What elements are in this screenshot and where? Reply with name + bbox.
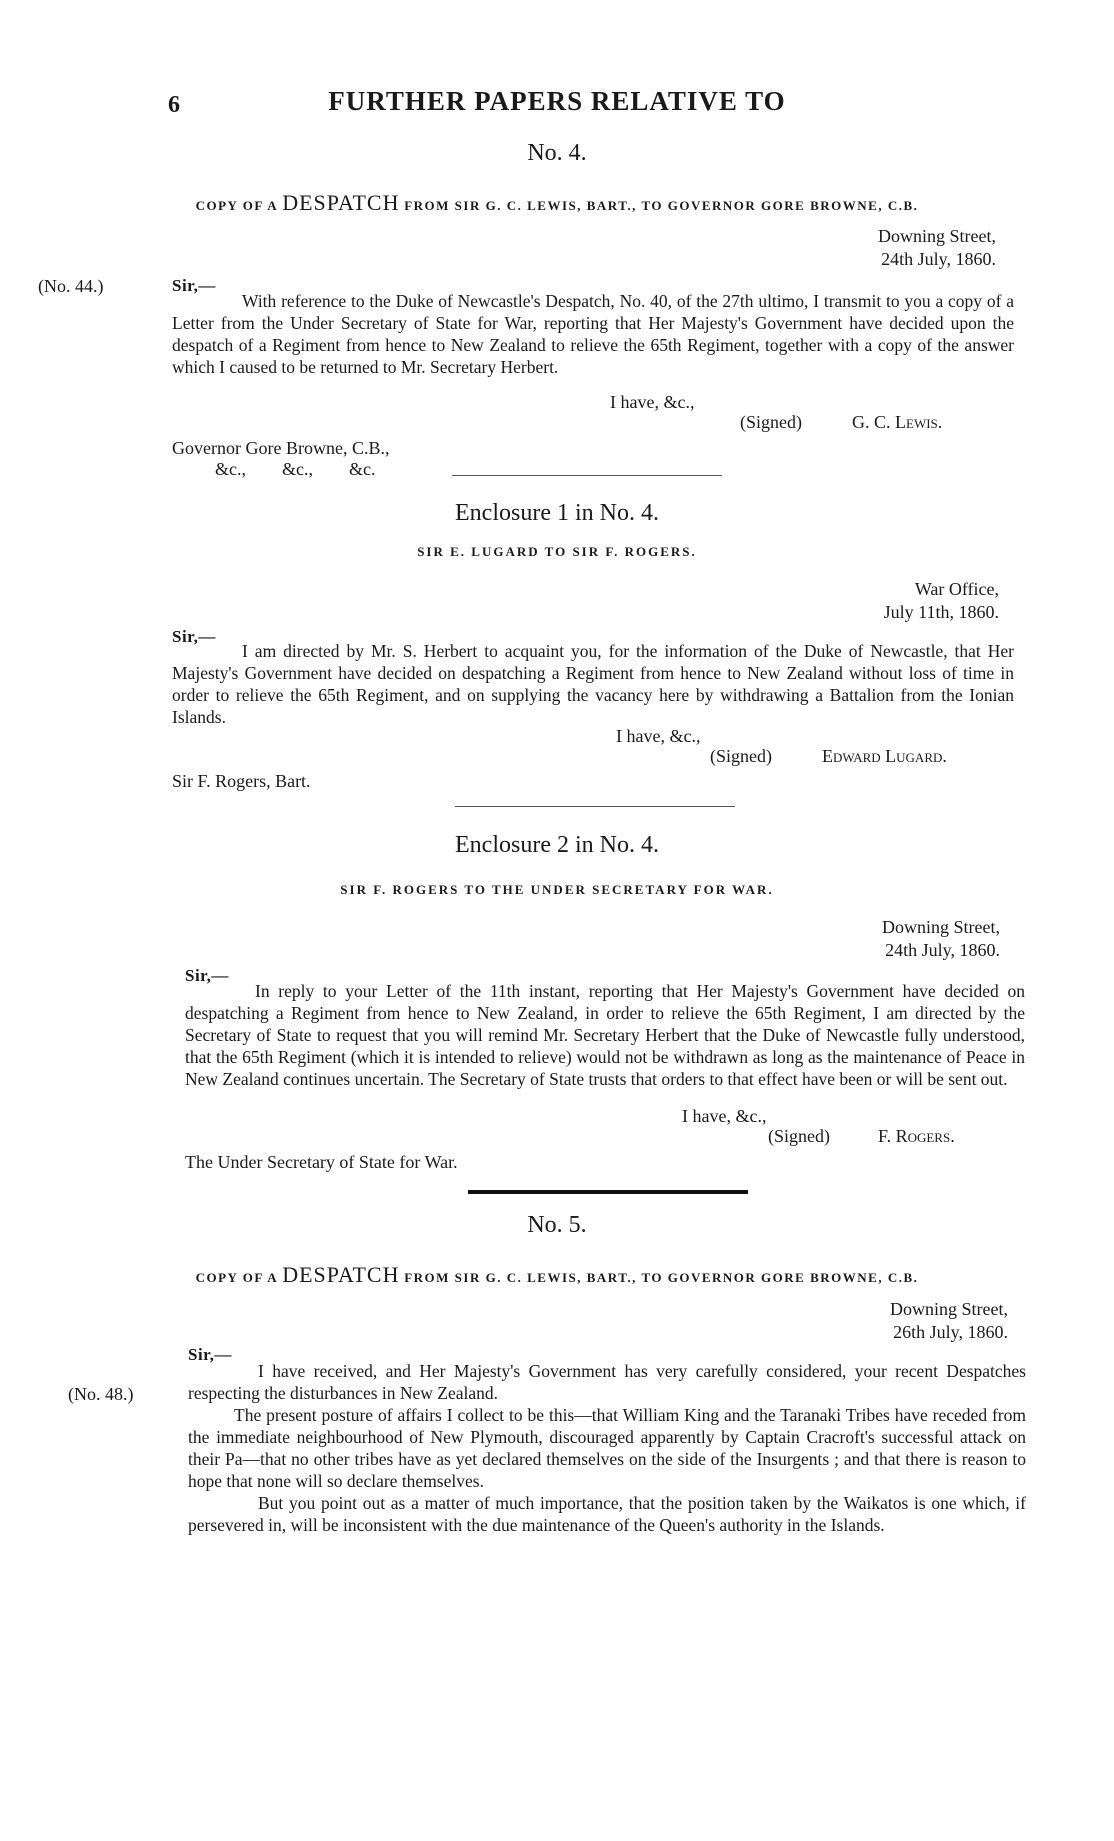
salutation: Sir,— — [172, 276, 216, 295]
running-title: FURTHER PAPERS RELATIVE TO — [328, 86, 786, 116]
paragraph: But you point out as a matter of much importance, that the position taken by the Waikatos is one which, if persevered in, will be inconsistent with the due maintenance of the Queen's authority in the Islands. — [188, 1493, 1026, 1535]
heading-pre: COPY OF A — [195, 1270, 278, 1285]
margin-reference: (No. 48.) — [68, 1384, 134, 1404]
heading-post: FROM SIR G. C. LEWIS, BART., TO GOVERNOR GORE BROWNE, C.B. — [404, 198, 919, 213]
salutation: Sir,— — [185, 966, 229, 985]
addressee: The Under Secretary of State for War. — [185, 1152, 458, 1172]
signed-label: (Signed) — [768, 1126, 830, 1146]
addressee: Governor Gore Browne, C.B., — [172, 438, 390, 458]
despatch-number: No. 4. — [527, 140, 587, 166]
date: July 11th, 1860. — [883, 602, 999, 622]
section-divider — [468, 1190, 748, 1194]
signer: G. C. Lewis. — [852, 412, 943, 432]
divider — [452, 475, 722, 476]
date: 24th July, 1860. — [881, 249, 996, 269]
addressee: Sir F. Rogers, Bart. — [172, 771, 311, 791]
closing: I have, &c., — [682, 1106, 767, 1126]
page-number: 6 — [168, 92, 180, 118]
despatch-heading — [0, 1262, 1114, 1288]
dateline — [884, 578, 999, 624]
paragraph: I have received, and Her Majesty's Government has very carefully considered, your recent Despatches respecting the disturbances in New Zealand. — [188, 1361, 1026, 1403]
heading-despatch: DESPATCH — [282, 190, 400, 215]
salutation: Sir,— — [172, 627, 216, 646]
dateline — [890, 1298, 1008, 1344]
heading-despatch: DESPATCH — [282, 1262, 400, 1287]
paragraph: The present posture of affairs I collect to be this—that William King and the Taranaki Tribes have receded from the immediate neighbourhood of New Plymouth, discouraged apparently by Captain Cracroft's successful attack on their Pa—that no other tribes have as yet declared themselves on the side of the Insurgents ; and that there is reason to hope that none will so declare themselves. — [188, 1405, 1026, 1491]
closing: I have, &c., — [610, 392, 695, 412]
addressee-etc: &c., &c., &c. — [215, 459, 376, 479]
dateline — [882, 916, 1000, 962]
date: 24th July, 1860. — [885, 940, 1000, 960]
enclosure-subhead: SIR F. ROGERS TO THE UNDER SECRETARY FOR WAR. — [340, 882, 774, 897]
signer: F. Rogers. — [878, 1126, 955, 1146]
despatch-number: No. 5. — [527, 1212, 587, 1238]
closing: I have, &c., — [616, 726, 701, 746]
signer: Edward Lugard. — [822, 746, 947, 766]
date: 26th July, 1860. — [893, 1322, 1008, 1342]
dateline — [878, 225, 996, 271]
signed-label: (Signed) — [740, 412, 802, 432]
date-place: Downing Street, — [882, 917, 1000, 937]
salutation: Sir,— — [188, 1345, 232, 1364]
enclosure-title: Enclosure 2 in No. 4. — [455, 832, 659, 858]
enclosure-title: Enclosure 1 in No. 4. — [455, 500, 659, 526]
date-place: Downing Street, — [878, 226, 996, 246]
date-place: War Office, — [914, 579, 999, 599]
margin-reference: (No. 44.) — [38, 276, 104, 296]
heading-pre: COPY OF A — [195, 198, 278, 213]
letter-body — [172, 290, 1014, 378]
paragraph: With reference to the Duke of Newcastle's Despatch, No. 40, of the 27th ultimo, I transmit to you a copy of a Letter from the Under Secretary of State for War, reporting that Her Majesty's Government have decided upon the despatch of a Regiment from hence to New Zealand to relieve the 65th Regiment, together with a copy of the answer which I caused to be returned to Mr. Secretary Herbert. — [172, 291, 1014, 377]
letter-body — [185, 980, 1025, 1090]
signed-label: (Signed) — [710, 746, 772, 766]
date-place: Downing Street, — [890, 1299, 1008, 1319]
paragraph: I am directed by Mr. S. Herbert to acquaint you, for the information of the Duke of Newcastle, that Her Majesty's Government have decided on despatching a Regiment from hence to New Zealand without loss of time in order to relieve the 65th Regiment, and on supplying the vacancy here by withdrawing a Battalion from the Ionian Islands. — [172, 641, 1014, 727]
letter-body — [172, 640, 1014, 728]
paragraph: In reply to your Letter of the 11th instant, reporting that Her Majesty's Government have decided on despatching a Regiment from hence to New Zealand, in order to relieve the 65th Regiment, I am directed by the Secretary of State to request that you will remind Mr. Secretary Herbert that the Duke of Newcastle fully understood, that the 65th Regiment (which it is intended to relieve) would not be withdrawn as long as the maintenance of Peace in New Zealand continues uncertain. The Secretary of State trusts that orders to that effect have been or will be sent out. — [185, 981, 1025, 1089]
despatch-heading — [0, 190, 1114, 216]
enclosure-subhead: SIR E. LUGARD TO SIR F. ROGERS. — [417, 544, 697, 559]
letter-body — [188, 1360, 1026, 1536]
divider — [455, 806, 735, 807]
heading-post: FROM SIR G. C. LEWIS, BART., TO GOVERNOR GORE BROWNE, C.B. — [404, 1270, 919, 1285]
